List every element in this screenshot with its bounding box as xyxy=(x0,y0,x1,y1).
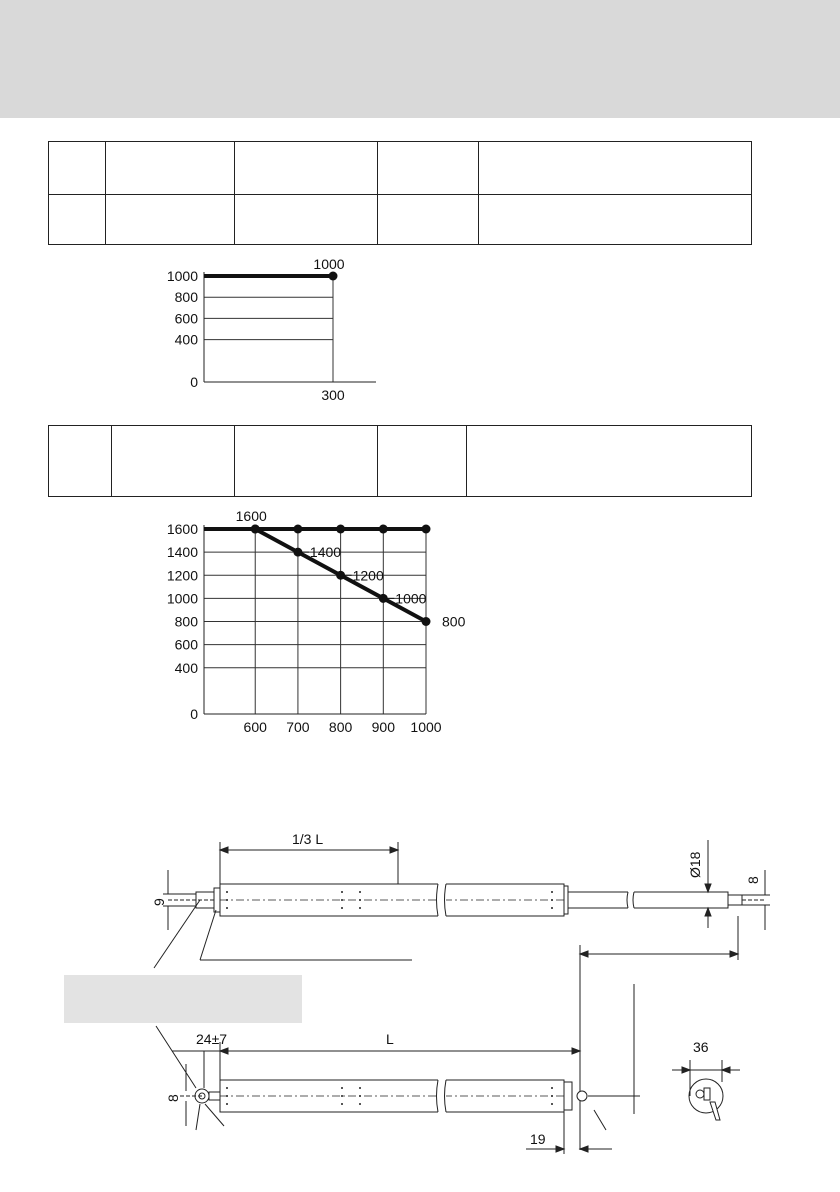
dim-width-36: 36 xyxy=(693,1039,709,1055)
table-1-cell xyxy=(106,142,235,195)
data-point xyxy=(336,525,345,534)
data-label: 1000 xyxy=(313,256,345,272)
y-tick-label: 1000 xyxy=(166,590,198,607)
y-tick-label: 800 xyxy=(174,289,198,306)
dim-length-L: L xyxy=(386,1031,394,1047)
x-tick-label: 900 xyxy=(371,719,395,735)
y-tick-label: 400 xyxy=(174,659,198,676)
data-label: 800 xyxy=(442,613,466,630)
chart-1-grid xyxy=(204,276,333,382)
table-1-cell xyxy=(106,195,235,245)
x-tick-label: 800 xyxy=(328,719,353,735)
dim-dia-18: Ø18 xyxy=(687,851,703,878)
chart-1-series xyxy=(204,272,338,281)
table-1-cell xyxy=(378,195,479,245)
x-tick-label: 1000 xyxy=(410,719,442,735)
dim-right-8: 8 xyxy=(745,876,761,884)
table-2-cell xyxy=(467,426,752,497)
data-point xyxy=(422,525,431,534)
data-point xyxy=(329,272,338,281)
data-label: 1200 xyxy=(352,567,384,584)
y-tick-label: 800 xyxy=(174,613,198,630)
note-box xyxy=(64,975,302,1023)
table-1-cell xyxy=(479,195,752,245)
force-chart-2 xyxy=(140,505,480,740)
data-label: 1400 xyxy=(309,544,342,561)
data-label: 1000 xyxy=(395,590,427,607)
x-tick-label: 700 xyxy=(286,719,310,735)
force-chart-1 xyxy=(140,250,400,405)
table-1-cell xyxy=(49,142,106,195)
header-band xyxy=(0,0,840,118)
dim-one-third-L: 1/3 L xyxy=(292,831,324,847)
y-tick-label: 1400 xyxy=(166,544,198,561)
table-1-cell xyxy=(235,142,378,195)
y-tick-label: 600 xyxy=(174,636,198,653)
data-point xyxy=(379,525,388,534)
y-tick-label: 0 xyxy=(190,374,198,390)
spec-table-2 xyxy=(48,425,752,497)
table-1-cell xyxy=(479,142,752,195)
dim-lower-left-8: 8 xyxy=(165,1094,181,1102)
table-2-cell xyxy=(49,426,112,497)
y-tick-label: 1000 xyxy=(166,268,198,284)
table-2-cell xyxy=(378,426,467,497)
data-point xyxy=(293,525,302,534)
table-2-cell xyxy=(235,426,378,497)
upper-rod xyxy=(568,892,728,908)
dim-offset-24: 24±7 xyxy=(196,1031,228,1047)
y-tick-label: 0 xyxy=(190,706,198,722)
y-tick-label: 1200 xyxy=(166,567,198,584)
y-tick-label: 400 xyxy=(174,331,198,348)
x-tick-label: 600 xyxy=(243,719,267,735)
data-point xyxy=(251,525,260,534)
y-tick-label: 600 xyxy=(174,310,198,327)
table-2-cell xyxy=(112,426,235,497)
table-1-cell xyxy=(235,195,378,245)
spec-table-1 xyxy=(48,141,752,245)
data-label: 1600 xyxy=(235,508,267,524)
table-1-cell xyxy=(378,142,479,195)
x-tick-label: 300 xyxy=(321,387,345,403)
data-point xyxy=(422,617,431,626)
dim-left-9: 9 xyxy=(151,898,167,906)
chart-1-axes xyxy=(204,272,376,382)
table-1-cell xyxy=(49,195,106,245)
y-tick-label: 1600 xyxy=(166,521,198,537)
dim-end-19: 19 xyxy=(530,1131,546,1147)
chart-1-labels xyxy=(167,256,345,403)
